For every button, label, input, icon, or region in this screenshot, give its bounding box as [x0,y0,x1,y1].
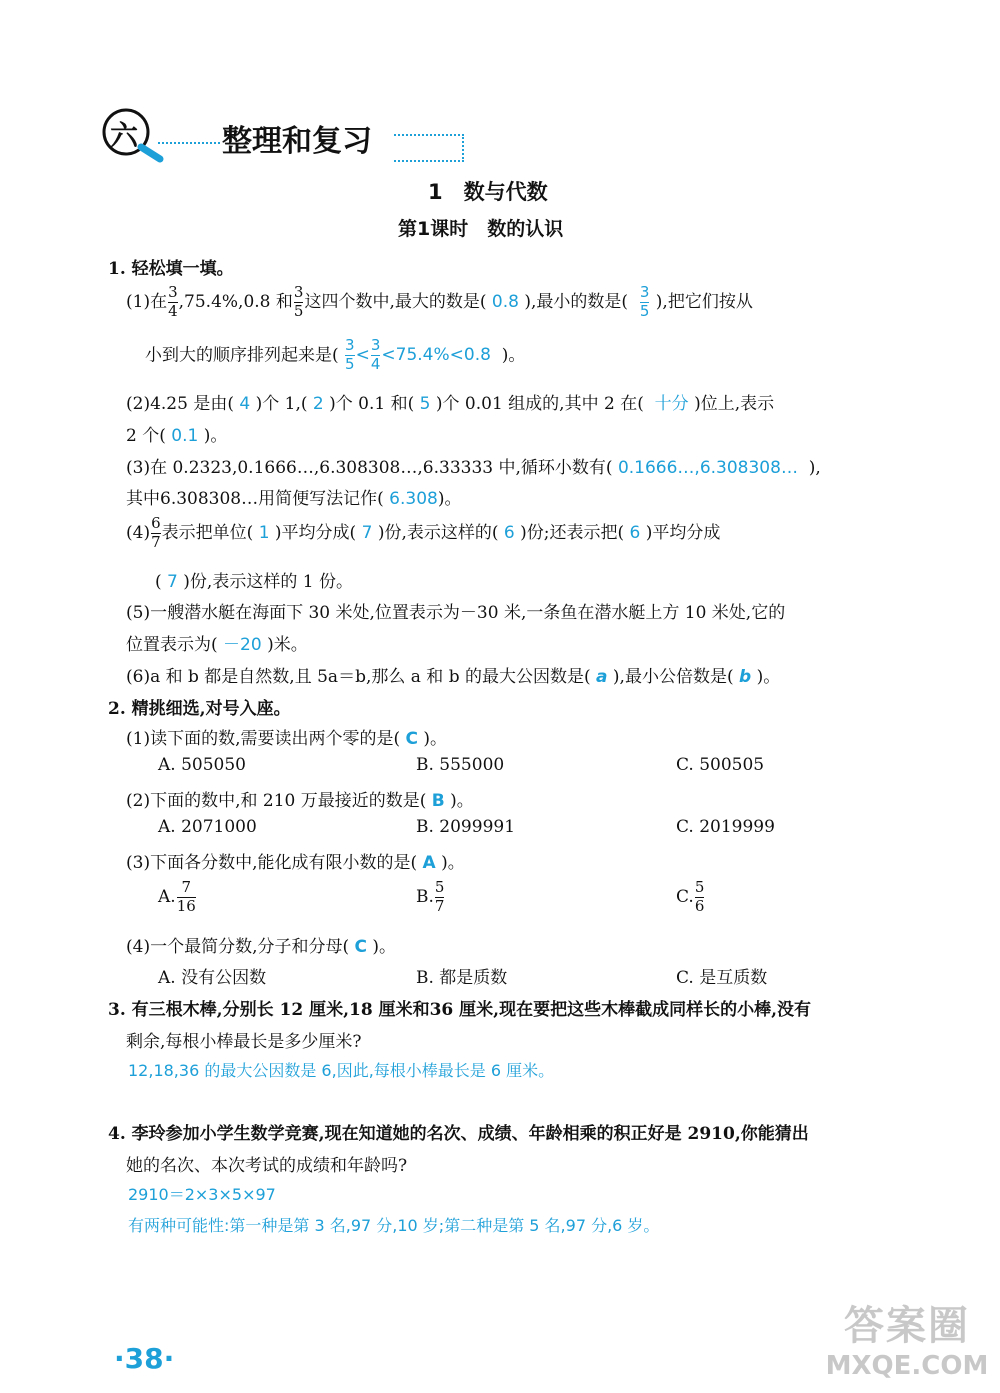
q3-answer: 12,18,36 的最大公因数是 6,因此,每根小棒最长是 6 厘米。 [128,1061,555,1080]
option-c: C. $\frac{5}{6}$ [676,878,705,915]
option-a: A. 2071000 [158,817,257,837]
q3-line2: 剩余,每根小棒最长是多少厘米? [126,1032,362,1052]
chapter-title: 整理和复习 [222,124,372,159]
answer-order: $\frac{3}{5}$ < $\frac{3}{4}$ <75.4%<0.8 [345,336,491,373]
fraction: $\frac{3}{5}$ [293,283,304,320]
option-a: A. 没有公因数 [158,968,267,988]
q4-answer-1: 2910＝2×3×5×97 [128,1185,276,1204]
q1-p1-line1: (1)在 $\frac{3}{4}$ ,75.4%,0.8 和 $\frac{3}{5}$ 这四个数中,最大的数是( 0.8 ),最小的数是( $\frac{3}{5}$ ),把它们按从 [126,283,753,320]
option-c: C. 是互质数 [676,968,768,988]
q1-p5-line1: (5)一艘潜水艇在海面下 30 米处,位置表示为－30 米,一条鱼在潜水艇上方 10 米处,它的 [126,603,786,623]
watermark-logo: 答案圈 [844,1303,970,1349]
q1-p2-line2: 2 个( 0.1 )。 [126,426,228,446]
lesson-title: 第1课时 数的认识 [398,218,564,240]
chapter-header [98,104,468,164]
q1-p1-line2: 小到大的顺序排列起来是( $\frac{3}{5}$ < $\frac{3}{4}$ <75.4%<0.8 )。 [145,336,526,373]
q2-s2-stem: (2)下面的数中,和 210 万最接近的数是( B )。 [126,791,474,811]
option-b: B. 都是质数 [416,968,508,988]
q1-p6: (6)a 和 b 都是自然数,且 5a＝b,那么 a 和 b 的最大公因数是( a ),最小公倍数是( b )。 [126,667,781,687]
section-title: 1 数与代数 [428,180,548,204]
option-b: B. 2099991 [416,817,516,837]
watermark-url: MXQE.COM [825,1351,989,1381]
q2-title: 2. 精挑细选,对号入座。 [108,699,291,719]
q1-p4-line1: (4) $\frac{6}{7}$ 表示把单位( 1 )平均分成( 7 )份,表示这样的( 6 )份;还表示把( 6 )平均分成 [126,514,721,551]
q3-line1: 3. 有三根木棒,分别长 12 厘米,18 厘米和36 厘米,现在要把这些木棒截成同样长的小棒,没有 [108,1000,811,1020]
q1-title: 1. 轻松填一填。 [108,259,234,279]
header-dotted-box [394,134,464,162]
q4-line2: 她的名次、本次考试的成绩和年龄吗? [126,1156,408,1176]
q2-s4-stem: (4)一个最简分数,分子和分母( C )。 [126,937,397,957]
q1-p2-line1: (2)4.25 是由( 4 )个 1,( 2 )个 0.1 和( 5 )个 0.01 组成的,其中 2 在( 十分 )位上,表示 [126,394,775,414]
chapter-badge: 六 [110,119,139,152]
fraction: $\frac{6}{7}$ [151,514,161,551]
q4-line1: 4. 李玲参加小学生数学竞赛,现在知道她的名次、成绩、年龄相乘的积正好是 2910,你能猜出 [108,1124,809,1144]
option-b: B. 555000 [416,755,505,775]
header-dotted-line [158,142,220,144]
q1-p3-line1: (3)在 0.2323,0.1666…,6.308308…,6.33333 中,循环小数有( 0.1666…,6.308308… ), [126,458,821,478]
answer: 0.8 [491,291,519,312]
option-c: C. 2019999 [676,817,775,837]
option-c: C. 500505 [676,755,765,775]
q1-p3-line2: 其中6.308308…用简便写法记作( 6.308)。 [126,489,462,509]
q1-p5-line2: 位置表示为( －20 )米。 [126,635,308,655]
q2-s1-stem: (1)读下面的数,需要读出两个零的是( C )。 [126,729,448,749]
option-b: B. $\frac{5}{7}$ [416,878,445,915]
watermark [822,1294,992,1381]
q1-p4-line2: ( 7 )份,表示这样的 1 份。 [155,572,353,592]
answer-fraction: $\frac{3}{5}$ [639,283,650,320]
q2-s3-stem: (3)下面各分数中,能化成有限小数的是( A )。 [126,853,465,873]
page-number: ·38· [114,1342,175,1375]
option-a: A. 505050 [158,755,246,775]
option-a: A. $\frac{7}{16}$ [158,878,196,915]
q4-answer-2: 有两种可能性:第一种是第 3 名,97 分,10 岁;第二种是第 5 名,97 分,6 岁。 [128,1216,660,1235]
fraction: $\frac{3}{4}$ [168,283,178,320]
